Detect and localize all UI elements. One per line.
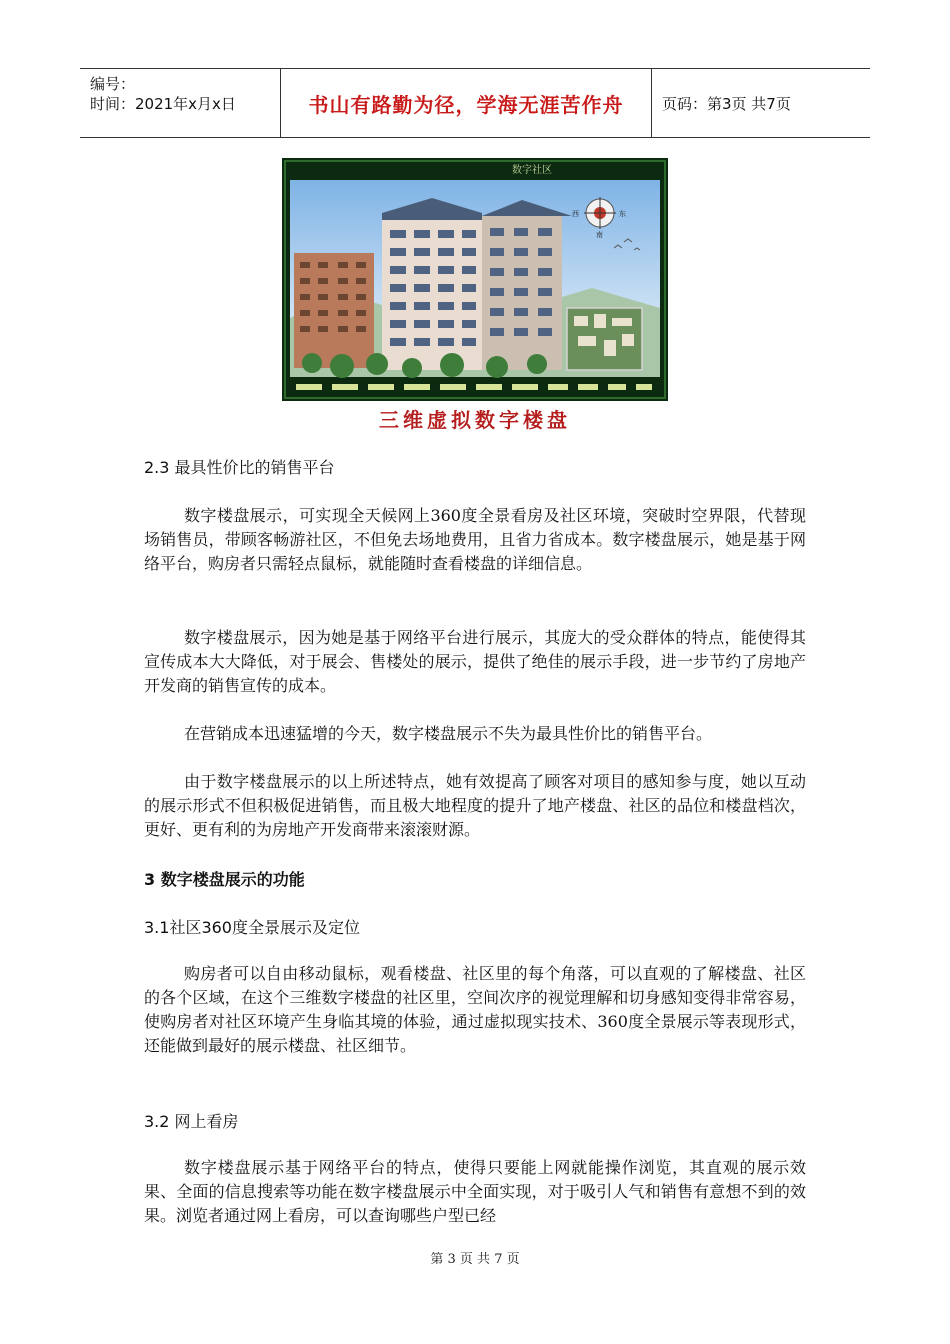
page-footer: 第 3 页 共 7 页 [430,1252,520,1267]
building-figure [282,158,668,401]
compass-south: 南 [596,231,603,239]
banner-text: 数字社区 [512,165,552,176]
header-motto: 书山有路勤为径，学海无涯苦作舟 [281,69,652,137]
section-3-1-heading: 3.1社区360度全景展示及定位 [144,918,360,937]
compass-west: 西 [572,210,579,218]
section-2-3-paragraph-2: 数字楼盘展示，因为她是基于网络平台进行展示，其庞大的受众群体的特点，能使得其宣传成本大大降低，对于展会、售楼处的展示，提供了绝佳的展示手段，进一步节约了房地产开发商的销售宣传的成本。 [144,628,806,695]
time-label: 时间：2021年x月x日 [90,95,236,113]
section-3-heading: 3 数字楼盘展示的功能 [144,870,305,889]
section-3-2-paragraph-1: 数字楼盘展示基于网络平台的特点，使得只要能上网就能操作浏览，其直观的展示效果、全面的信息搜索等功能在数字楼盘展示中全面实现，对于吸引人气和销售有意想不到的效果。浏览者通过网上看房，可以查询哪些户型已经 [144,1158,806,1225]
building-illustration [282,158,668,401]
header-info-cell [80,69,281,137]
section-2-3-paragraph-3: 在营销成本迅速猛增的今天，数字楼盘展示不失为最具性价比的销售平台。 [184,724,713,743]
section-2-3-paragraph-1: 数字楼盘展示，可实现全天候网上360度全景看房及社区环境，突破时空界限，代替现场销售员，带顾客畅游社区，不但免去场地费用，且省力省成本。数字楼盘展示，她是基于网络平台，购房者只需轻点鼠标，就能随时查看楼盘的详细信息。 [144,506,806,573]
section-3-1-paragraph-1: 购房者可以自由移动鼠标，观看楼盘、社区里的每个角落，可以直观的了解楼盘、社区的各个区域，在这个三维数字楼盘的社区里，空间次序的视觉理解和切身感知变得非常容易，使购房者对社区环境产生身临其境的体验，通过虚拟现实技术、360度全景展示等表现形式，还能做到最好的展示楼盘、社区细节。 [144,964,806,1055]
section-2-3-paragraph-4: 由于数字楼盘展示的以上所述特点，她有效提高了顾客对项目的感知参与度，她以互动的展示形式不但积极促进销售，而且极大地程度的提升了地产楼盘、社区的品位和楼盘档次，更好、更有利的为房地产开发商带来滚滚财源。 [144,772,806,839]
page-header [80,68,870,138]
number-label: 编号： [90,75,136,93]
figure-caption: 三维虚拟数字楼盘 [379,408,571,432]
section-3-2-heading: 3.2 网上看房 [144,1112,239,1131]
compass-east: 东 [619,210,626,218]
section-2-3-heading: 2.3 最具性价比的销售平台 [144,458,335,477]
header-page-code: 页码：第3页 共7页 [662,94,791,113]
